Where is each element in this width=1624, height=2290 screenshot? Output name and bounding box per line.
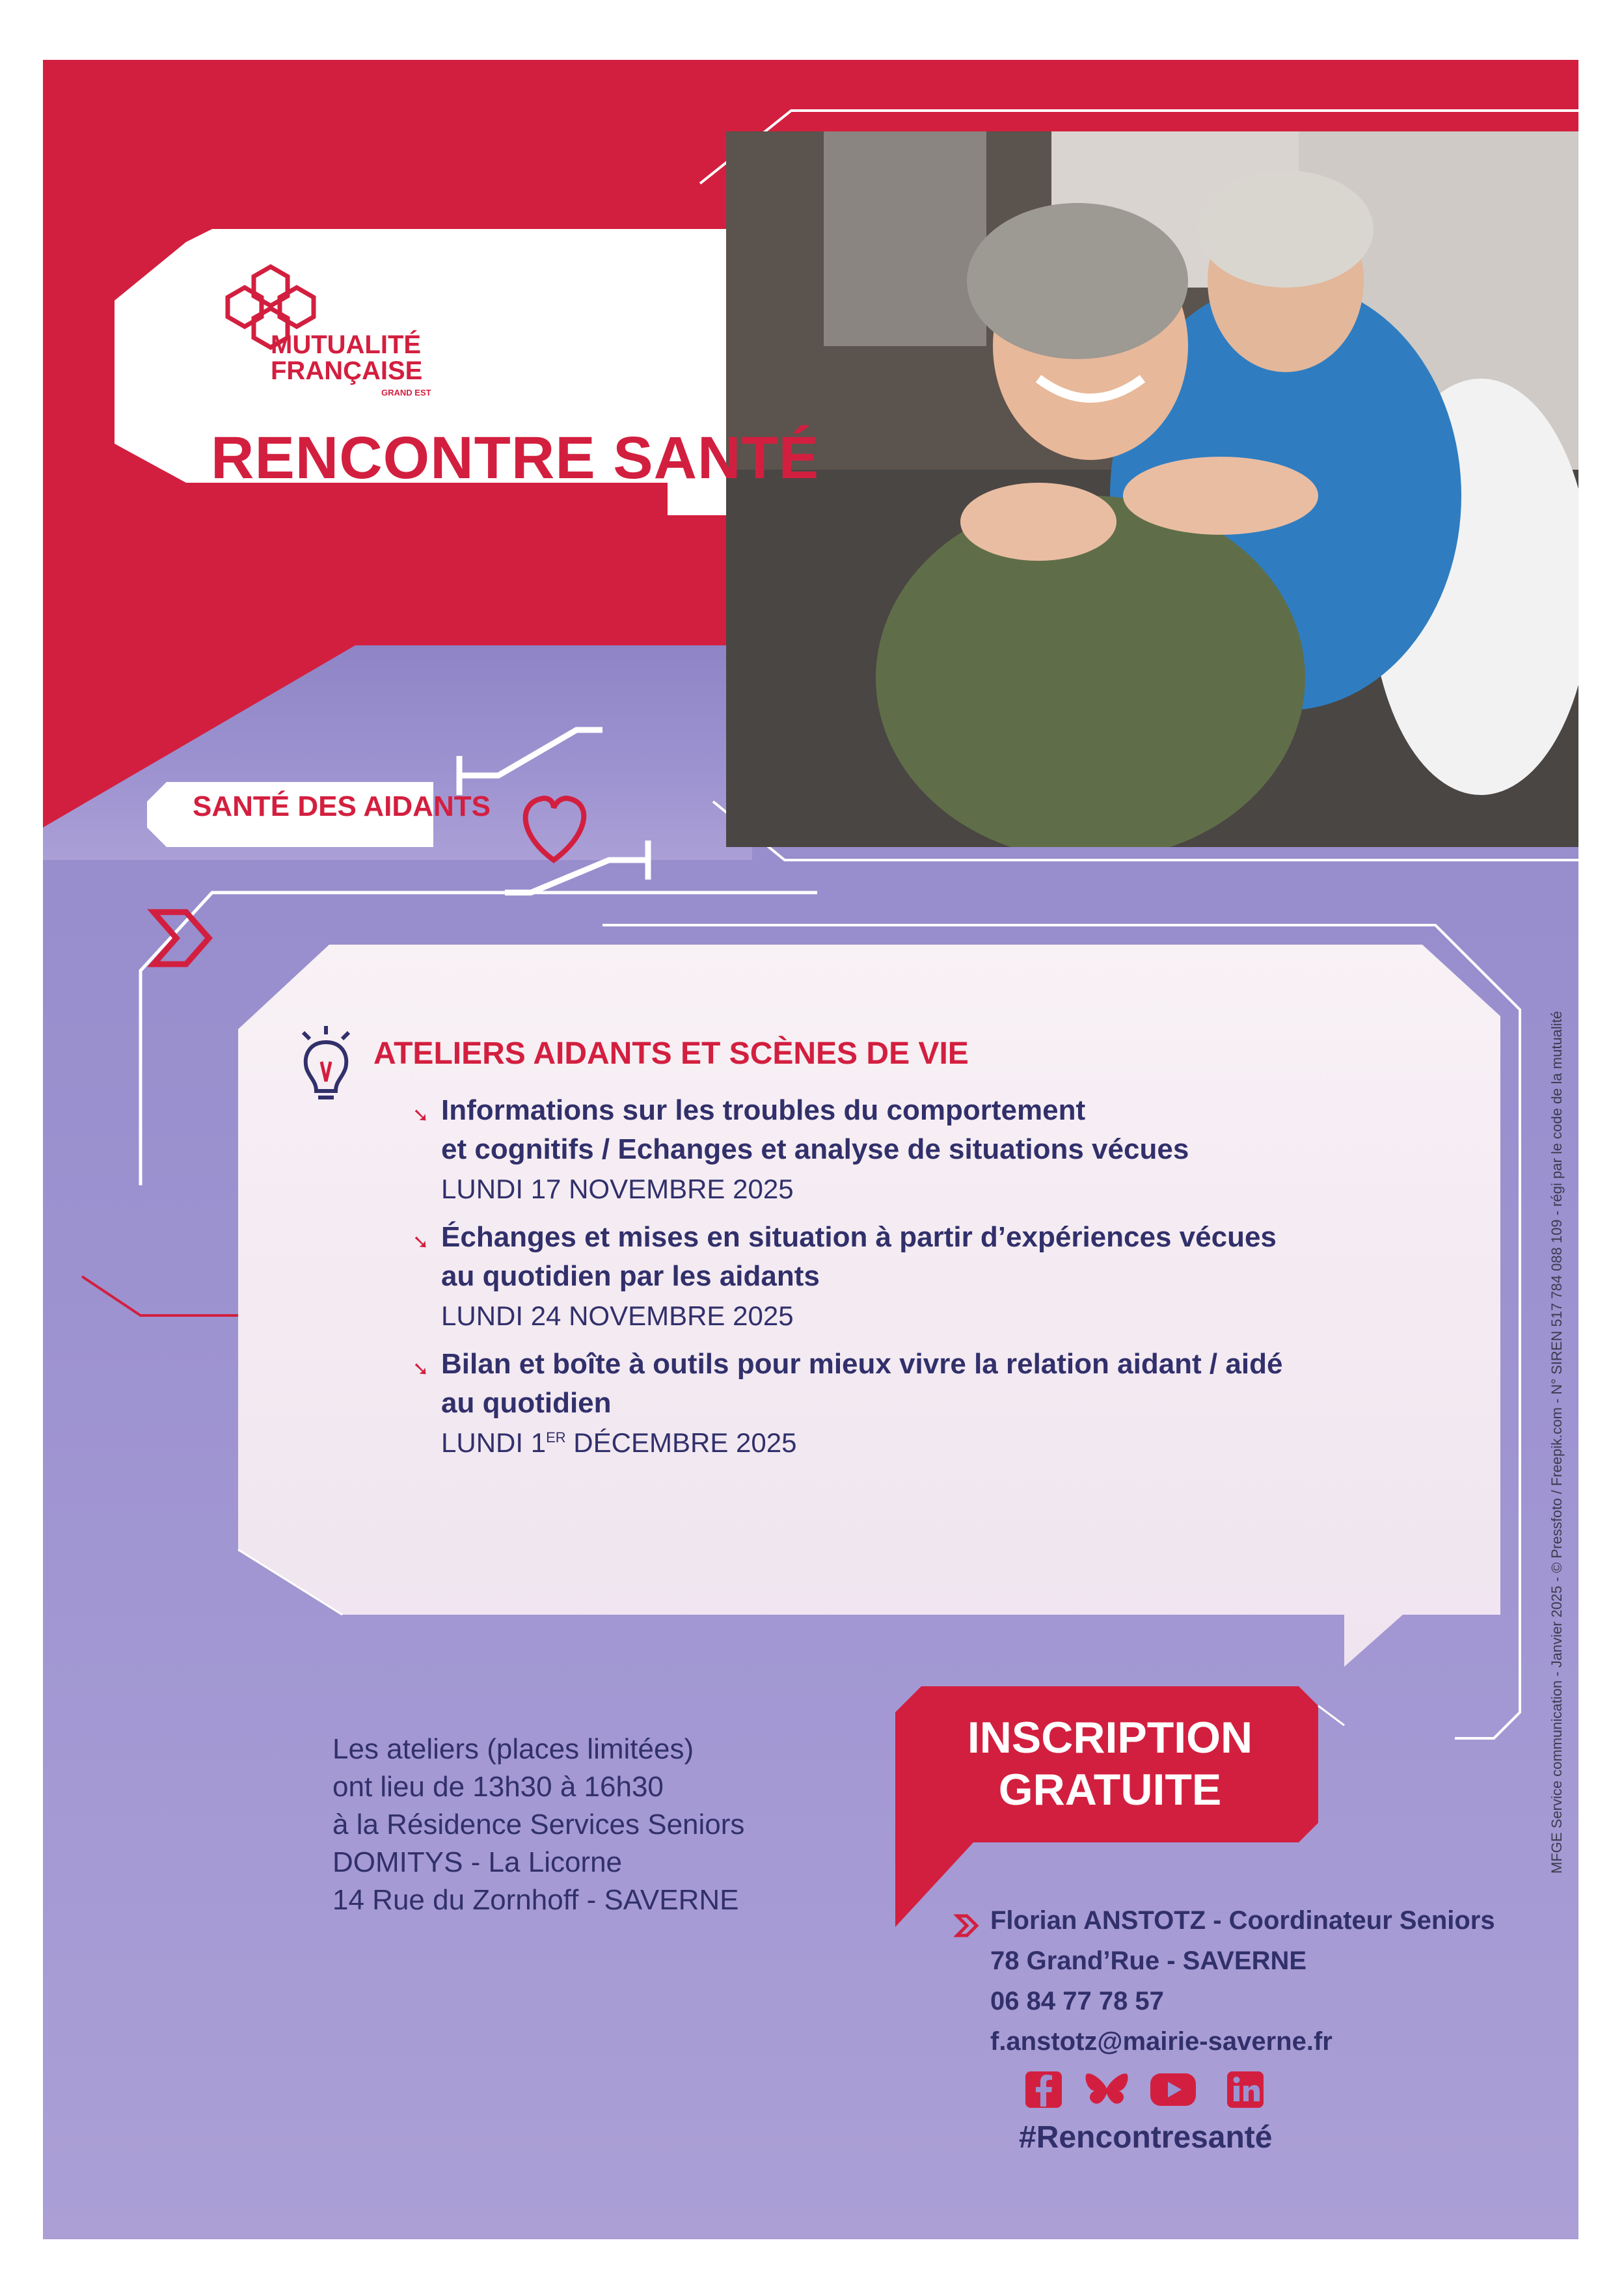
page-title: RENCONTRE SANTÉ — [211, 425, 820, 491]
venue-line-4: DOMITYS - La Licorne — [332, 1846, 623, 1878]
workshop-1-line2: et cognitifs / Echanges et analyse de situations vécues — [441, 1133, 1189, 1165]
bluesky-icon[interactable] — [1084, 2070, 1130, 2109]
workshop-1-line1: Informations sur les troubles du comportement — [441, 1094, 1086, 1126]
facebook-icon[interactable] — [1024, 2070, 1063, 2109]
workshop-1-date: LUNDI 17 NOVEMBRE 2025 — [441, 1174, 794, 1204]
inscription-line2: GRATUITE — [998, 1765, 1222, 1814]
chevron-right-icon — [147, 902, 219, 974]
theme-label: SANTÉ DES AIDANTS — [193, 790, 491, 822]
credit-vertical-text: MFGE Service communication - Janvier 2025 - © Pressfoto / Freepik.com - N° SIREN 517 784 088 109 - régi par le code de la mutualité — [1549, 1010, 1565, 1874]
workshop-3-line2: au quotidien — [441, 1387, 612, 1419]
workshops-heading: ATELIERS AIDANTS ET SCÈNES DE VIE — [373, 1036, 969, 1071]
workshop-3-date-suffix: DÉCEMBRE 2025 — [565, 1427, 797, 1458]
inscription-line1: INSCRIPTION — [967, 1713, 1253, 1762]
linkedin-icon[interactable] — [1226, 2070, 1265, 2109]
contact-address: 78 Grand’Rue - SAVERNE — [990, 1946, 1307, 1975]
workshop-2-line2: au quotidien par les aidants — [441, 1260, 820, 1292]
hashtag: #Rencontresanté — [1019, 2120, 1273, 2155]
logo-line1: MUTUALITÉ — [271, 330, 422, 359]
contact-email[interactable]: f.anstotz@mairie-saverne.fr — [990, 2027, 1333, 2056]
poster — [43, 60, 1578, 2239]
bullet-arrow-icon: ➘ — [413, 1232, 429, 1253]
workshop-3-date-prefix: LUNDI 1 — [441, 1427, 547, 1458]
workshop-3-date — [441, 1427, 796, 1459]
chevron-right-icon — [954, 1913, 980, 1939]
caring-hands-heart-icon — [446, 710, 661, 906]
venue-line-1: Les ateliers (places limitées) — [332, 1733, 694, 1765]
workshop-2-date: LUNDI 24 NOVEMBRE 2025 — [441, 1300, 794, 1331]
photo-senior-women — [726, 131, 1578, 847]
bullet-arrow-icon: ➘ — [413, 1105, 429, 1126]
workshop-3-date-sup: ER — [546, 1429, 566, 1446]
lightbulb-icon — [297, 1023, 355, 1107]
contact-name: Florian ANSTOTZ - Coordinateur Seniors — [990, 1906, 1495, 1935]
bullet-arrow-icon: ➘ — [413, 1358, 429, 1380]
workshop-2-line1: Échanges et mises en situation à partir d’expériences vécues — [441, 1221, 1277, 1253]
youtube-icon[interactable] — [1149, 2072, 1197, 2107]
logo-region: GRAND EST — [381, 388, 431, 397]
logo-line2: FRANÇAISE — [271, 357, 423, 385]
contact-phone[interactable]: 06 84 77 78 57 — [990, 1987, 1164, 2015]
venue-line-3: à la Résidence Services Seniors — [332, 1809, 745, 1840]
workshop-3-line1: Bilan et boîte à outils pour mieux vivre la relation aidant / aidé — [441, 1348, 1283, 1380]
venue-line-5: 14 Rue du Zornhoff - SAVERNE — [332, 1884, 739, 1916]
venue-line-2: ont lieu de 13h30 à 16h30 — [332, 1771, 664, 1803]
